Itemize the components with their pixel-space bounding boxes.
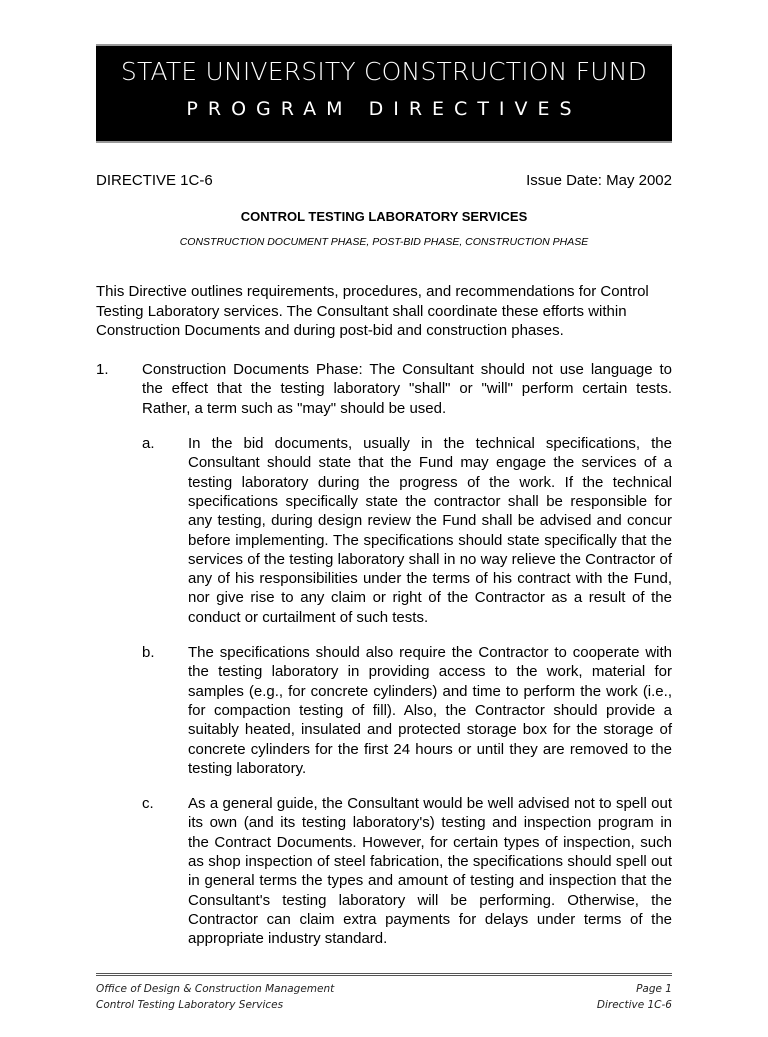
item-text: Construction Documents Phase: The Consultant should not use language to the effect that the testing laboratory "shall" or "will" perform certain tests. Rather, a term such as "may" should be used. [142,361,672,417]
sub-item-text: The specifications should also require the Contractor to cooperate with the testing laboratory in providing access to the work, material for samples (e.g., for concrete cylinders) and time to perform the work (i.e., for compaction testing of fill). Also, the Contractor should provide a suitably heated, insulated and protected storage box for the storage of concrete cylinders for the first 24 hours or until they are removed to the testing laboratory. [188,644,672,777]
footer-office: Office of Design & Construction Management [96,982,335,995]
sub-item-label: c. [142,795,154,813]
issue-date: Issue Date: May 2002 [526,172,672,189]
footer-rule [96,973,672,976]
footer-left [96,981,334,1013]
banner-subtitle: PROGRAM DIRECTIVES [186,98,582,120]
footer-directive: Directive 1C-6 [596,998,672,1011]
sub-item-b [142,643,672,778]
sub-item-a [142,434,672,627]
footer-right [597,981,672,1013]
header-banner [96,44,672,143]
sub-item-c [142,794,672,948]
document-title: CONTROL TESTING LABORATORY SERVICES [240,209,528,225]
directive-number: DIRECTIVE 1C-6 [96,172,213,189]
sub-item-label: b. [142,644,155,662]
directive-line [96,171,672,190]
sub-item-text: In the bid documents, usually in the technical specifications, the Consultant should state that the Fund may engage the services of a testing laboratory during the progress of the work. If the technical specifications specifically state the contractor shall be responsible for any testing, during design review the Fund shall be advised and concur before implementing. The specifications should state specifically that the services of the testing laboratory shall in no way relieve the Contractor of any of his responsibilities under the terms of his contract with the Fund, nor give rise to any claim or right of the Contractor as a result of the conduct or curtailment of such tests. [188,435,672,626]
footer-page: Page 1 [636,982,672,995]
footer-doc-title: Control Testing Laboratory Services [96,998,284,1011]
footer [96,949,672,1013]
intro-paragraph: This Directive outlines requirements, procedures, and recommendations for Control Testing Laboratory services. The Consultant shall coordinate these efforts within Construction Documents and during post-bid and construction phases. [96,283,649,339]
sub-item-label: a. [142,435,155,453]
list-item-1 [96,360,672,418]
sub-item-text: As a general guide, the Consultant would be well advised not to spell out its own (and its testing laboratory's) testing and inspection program in the Contract Documents. However, for certain types of inspection, such as shop inspection of steel fabrication, the specifications should spell out in general terms the types and amount of testing and inspection that the Consultant's testing laboratory will be performing. Otherwise, the Contractor can claim extra payments for delays under terms of the appropriate industry standard. [188,795,672,948]
footer-row [96,981,672,1013]
banner-title: STATE UNIVERSITY CONSTRUCTION FUND [120,57,648,86]
item-number: 1. [96,361,109,379]
phases-subtitle: CONSTRUCTION DOCUMENT PHASE, POST-BID PHASE, CONSTRUCTION PHASE [179,236,589,249]
